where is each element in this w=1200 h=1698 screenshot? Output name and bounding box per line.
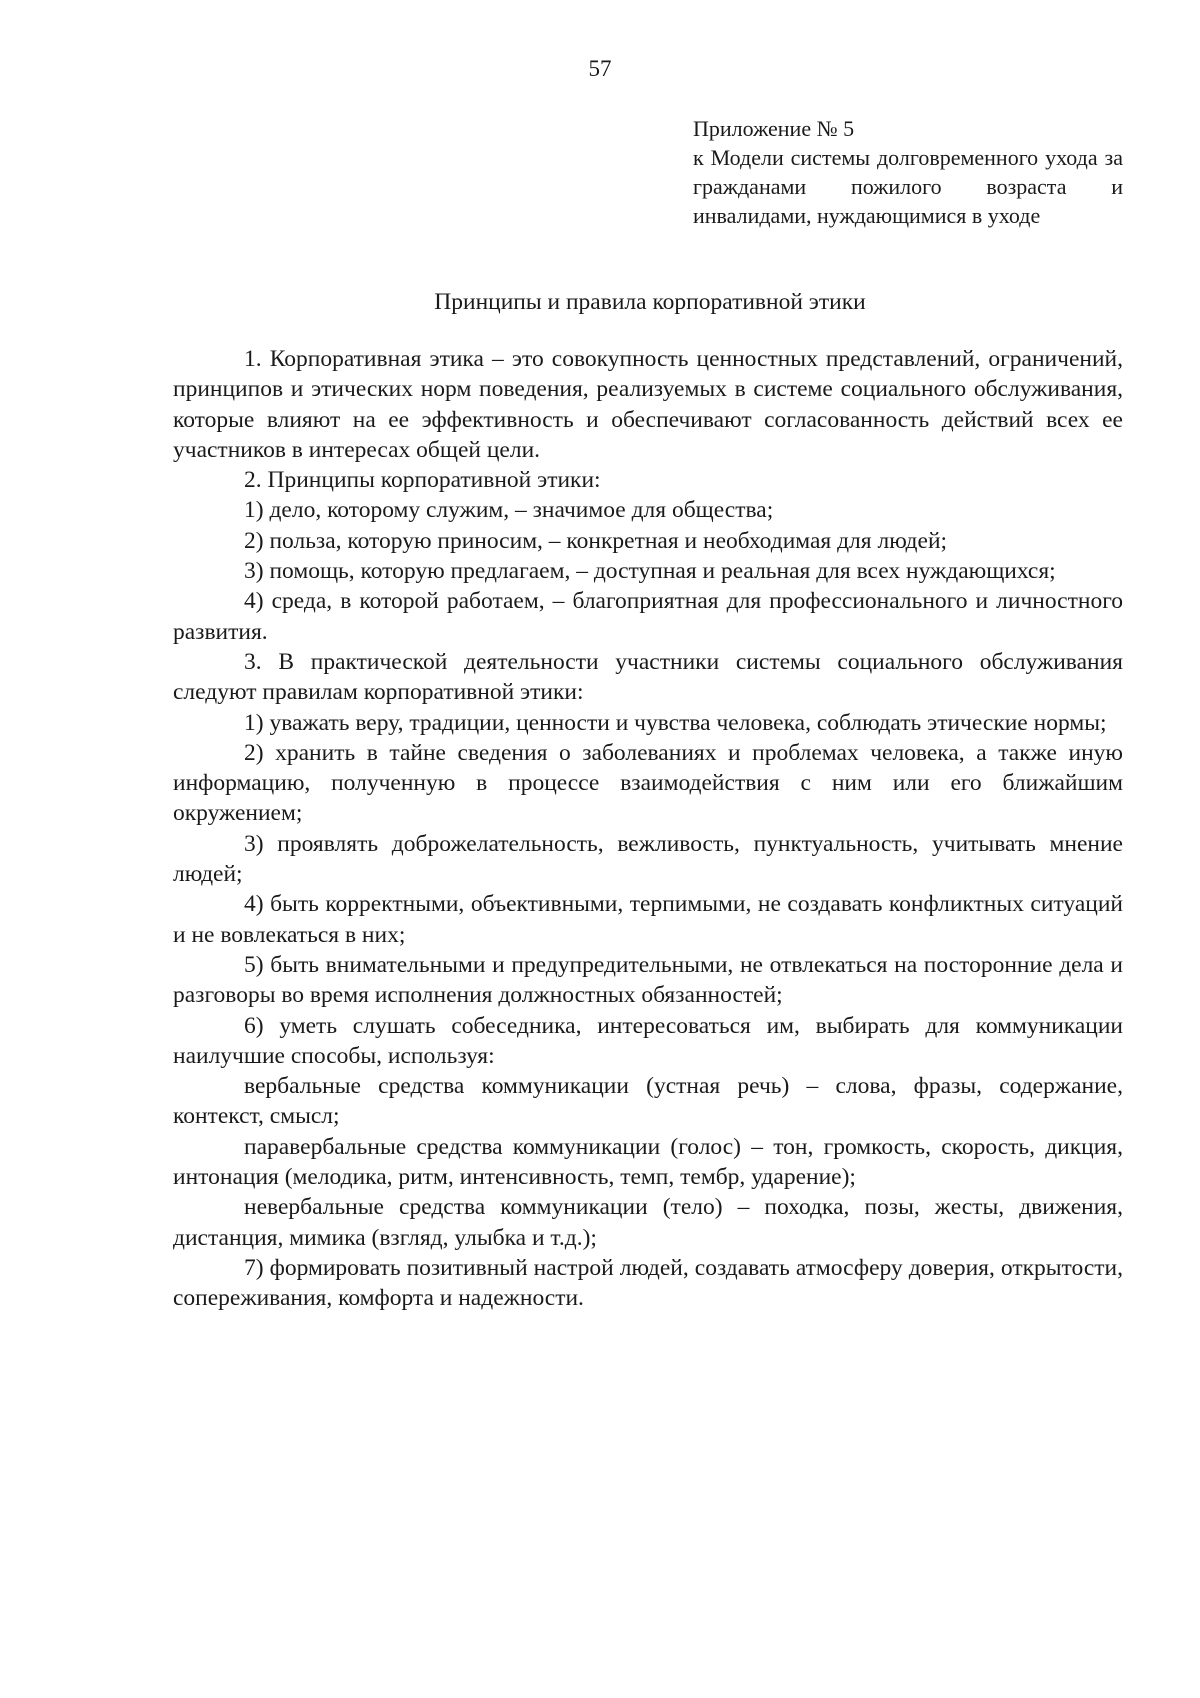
paragraph: невербальные средства коммуникации (тело) – походка, позы, жесты, движения, дистанция, мимика (взгляд, улыбка и т.д.); xyxy=(173,1194,1123,1251)
paragraph: 3. В практической деятельности участники системы социального обслуживания следуют правилам корпоративной этики: xyxy=(173,648,1123,706)
paragraph: 2) хранить в тайне сведения о заболеваниях и проблемах человека, а также иную информацию, полученную в процессе взаимодействия с ним или его ближайшим окружением; xyxy=(173,739,1123,827)
appendix-title: Приложение № 5 xyxy=(693,116,855,141)
document-title: Принципы и правила корпоративной этики xyxy=(434,289,866,315)
paragraph: 1) уважать веру, традиции, ценности и чувства человека, соблюдать этические нормы; xyxy=(244,709,1107,736)
paragraph: 4) среда, в которой работаем, – благоприятная для профессионального и личностного развития. xyxy=(173,588,1123,645)
paragraph: 1. Корпоративная этика – это совокупность ценностных представлений, ограничений, принципов и этических норм поведения, реализуемых в системе социального обслуживания, которые влияют на ее эффективность и обеспечивают согласованность действий всех ее участников в интересах общей цели. xyxy=(173,346,1123,463)
paragraph: 1) дело, которому служим, – значимое для общества; xyxy=(244,497,774,524)
paragraph: вербальные средства коммуникации (устная речь) – слова, фразы, содержание, контекст, смысл; xyxy=(173,1073,1123,1130)
appendix-reference: к Модели системы долговременного ухода за гражданами пожилого возраста и инвалидами, нуждающимися в уходе xyxy=(693,145,1123,228)
paragraph: 4) быть корректными, объективными, терпимыми, не создавать конфликтных ситуаций и не вовлекаться в них; xyxy=(173,891,1123,948)
paragraph: 5) быть внимательными и предупредительными, не отвлекаться на посторонние дела и разговоры во время исполнения должностных обязанностей; xyxy=(173,951,1123,1009)
paragraph: 6) уметь слушать собеседника, интересоваться им, выбирать для коммуникации наилучшие способы, используя: xyxy=(173,1012,1123,1069)
paragraph: 7) формировать позитивный настрой людей, создавать атмосферу доверия, открытости, сопереживания, комфорта и надежности. xyxy=(173,1254,1123,1312)
paragraph: 3) проявлять доброжелательность, вежливость, пунктуальность, учитывать мнение людей; xyxy=(173,830,1123,888)
page-number: 57 xyxy=(588,56,612,81)
paragraph: 3) помощь, которую предлагаем, – доступная и реальная для всех нуждающихся; xyxy=(244,558,1056,585)
paragraph: 2. Принципы корпоративной этики: xyxy=(244,467,601,494)
paragraph: 2) польза, которую приносим, – конкретная и необходимая для людей; xyxy=(244,527,948,554)
paragraph: паравербальные средства коммуникации (голос) – тон, громкость, скорость, дикция, интонация (мелодика, ритм, интенсивность, темп, тембр, ударение); xyxy=(173,1133,1123,1191)
document-body xyxy=(173,344,1123,1314)
appendix-block xyxy=(693,114,1123,230)
